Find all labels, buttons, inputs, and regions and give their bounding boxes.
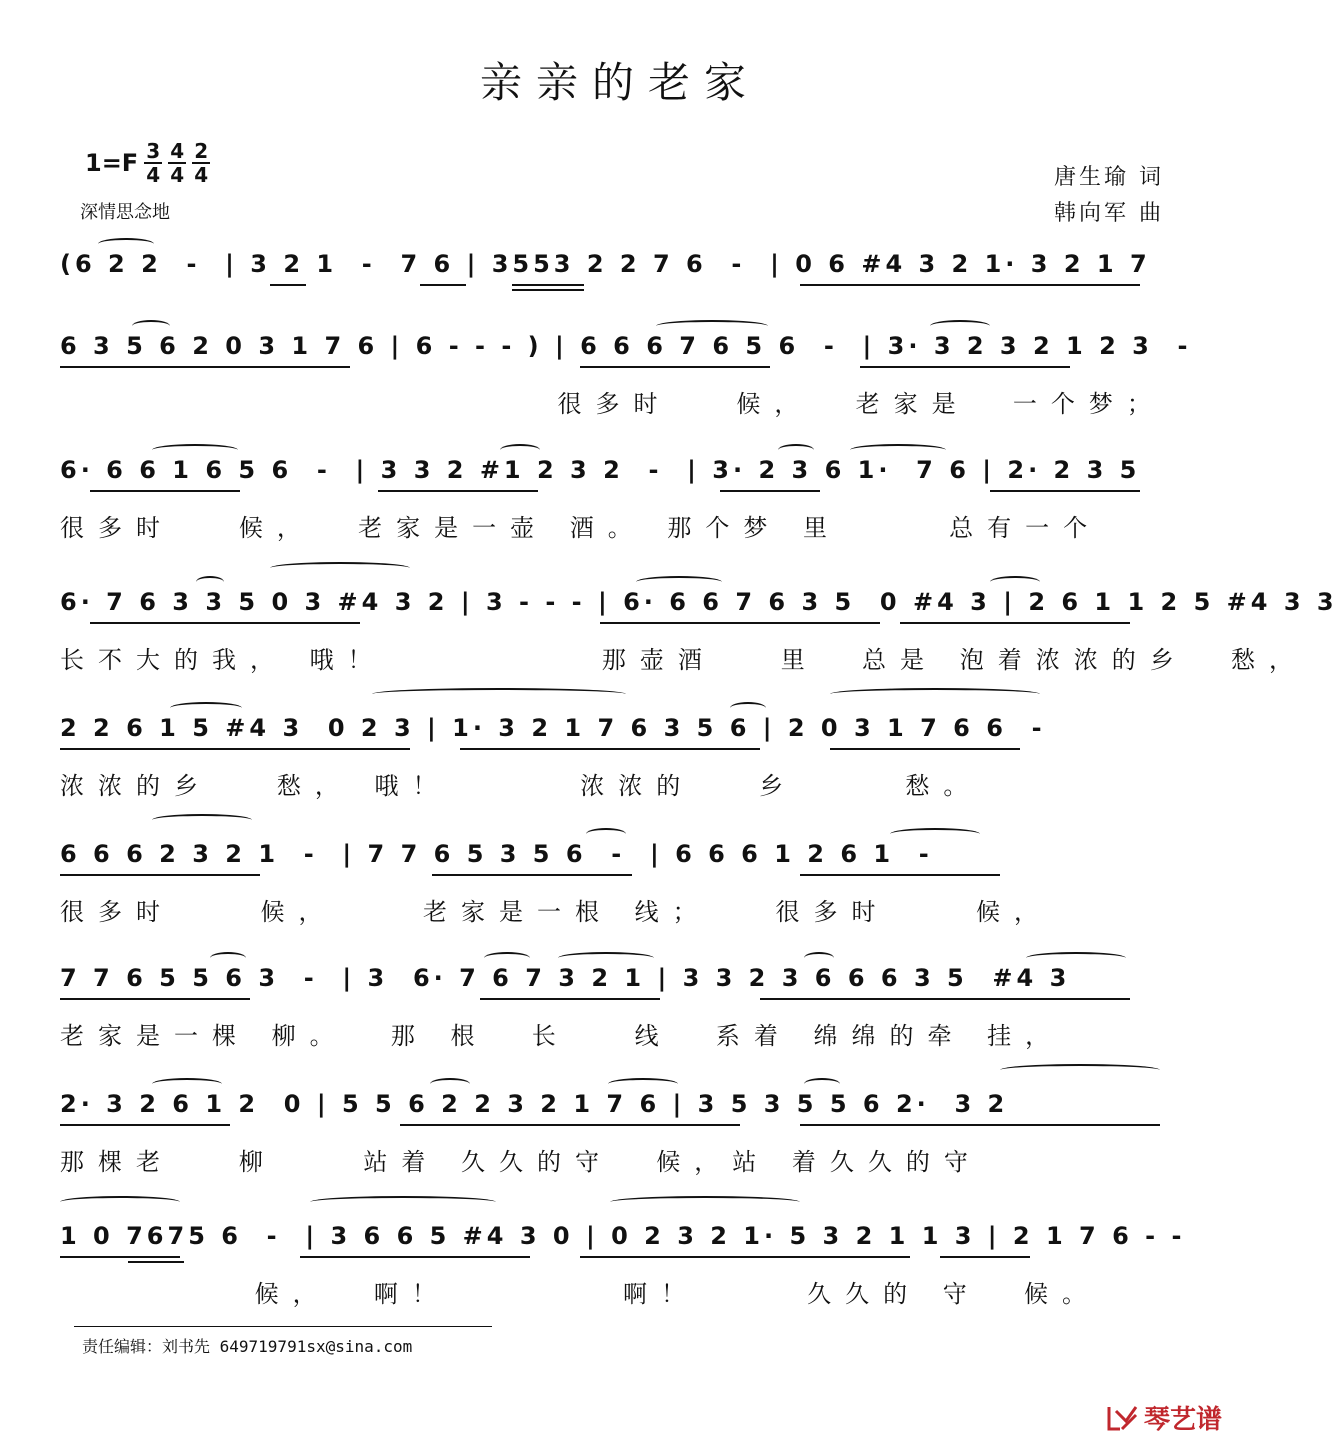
lyricist-credit: 唐生瑜 词: [1054, 165, 1164, 190]
key-label: 1=F: [85, 149, 139, 177]
notation-line: 6 3 5 6 2 0 3 1 7 6 | 6 - - - ) | 6 6 6 7 6 5 6 - | 3· 3 2 3 2 1 2 3 -: [60, 332, 1192, 360]
lyrics-line: 很多时 候， 老家是 一个梦；: [60, 390, 1165, 418]
key-signature: [85, 140, 210, 186]
score-system-8: [60, 1084, 1170, 1204]
composer-credit: 韩向军 曲: [1054, 201, 1164, 226]
meter-3: $\frac{2}{4}$: [192, 140, 210, 186]
lyrics-line: 浓浓的乡 愁， 哦！ 浓浓的 乡 愁。: [60, 772, 982, 800]
footer-rule: [74, 1326, 492, 1327]
notation-line: 2· 3 2 6 1 2 0 | 5 5 6 2 2 3 2 1 7 6 | 3 5 3 5 5 6 2· 3 2: [60, 1090, 1009, 1118]
score-system-7: [60, 958, 1170, 1078]
lyrics-line: 老家是一棵 柳。 那 根 长 线 系着 绵绵的牵 挂，: [60, 1022, 1064, 1050]
lyrics-line: 很多时 候， 老家是一壶 酒。 那个梦 里 总有一个: [60, 514, 1102, 542]
notation-line: 2 2 6 1 5 #4 3 0 2 3 | 1· 3 2 1 7 6 3 5 6 | 2 0 3 1 7 6 6 -: [60, 714, 1046, 742]
notation-line: 7 7 6 5 5 6 3 - | 3 6· 7 6 7 3 2 1 | 3 3 2 3 6 6 6 3 5 #4 3: [60, 964, 1071, 992]
notation-line: 6 6 6 2 3 2 1 - | 7 7 6 5 3 5 6 - | 6 6 6 1 2 6 1 -: [60, 840, 933, 868]
tempo-marking: 深情思念地: [80, 202, 170, 223]
logo-mark-icon: [1106, 1403, 1140, 1433]
score-system-6: [60, 834, 1170, 954]
lyrics-line: 长不大的我， 哦！ 那壶酒 里 总是 泡着浓浓的乡 愁，: [60, 646, 1307, 674]
notation-line: 6· 6 6 1 6 5 6 - | 3 3 2 #1 2 3 2 - | 3· 2 3 6 1· 7 6 | 2· 2 3 5: [60, 456, 1141, 484]
notation-line: 1 0 7675 6 - | 3 6 6 5 #4 3 0 | 0 2 3 2 1· 5 3 2 1 1 3 | 2 1 7 6 - -: [60, 1222, 1186, 1250]
page-title: 亲亲的老家: [479, 58, 760, 107]
site-logo[interactable]: [1106, 1399, 1222, 1436]
meter-2: $\frac{4}{4}$: [168, 140, 186, 186]
lyrics-line: 很多时 候， 老家是一根 线； 很多时 候，: [60, 898, 1053, 926]
score-system-4: [60, 582, 1338, 702]
logo-text: 琴艺谱: [1143, 1405, 1222, 1435]
meter-1: $\frac{3}{4}$: [144, 140, 162, 186]
score-system-5: [60, 708, 1170, 828]
editor-credit: 责任编辑：刘书先 649719791sx@sina.com: [82, 1337, 413, 1356]
notation-line: (6 2 2 - | 3 2 1 - 7 6 | 3553 2 2 7 6 - | 0 6 #4 3 2 1· 3 2 1 7: [60, 250, 1151, 278]
lyrics-line: 候， 啊！ 啊！ 久久的 守 候。: [60, 1280, 1100, 1308]
lyrics-line: 那棵老 柳 站着 久久的守 候，站 着久久的守: [60, 1148, 982, 1176]
score-system-9: [60, 1216, 1186, 1336]
score-system-2: [60, 326, 1192, 446]
notation-line: 6· 7 6 3 3 5 0 3 #4 3 2 | 3 - - - | 6· 6 6 7 6 3 5 0 #4 3 | 2 6 1 1 2 5 #4 3 3: [60, 588, 1338, 616]
score-system-3: [60, 450, 1170, 570]
